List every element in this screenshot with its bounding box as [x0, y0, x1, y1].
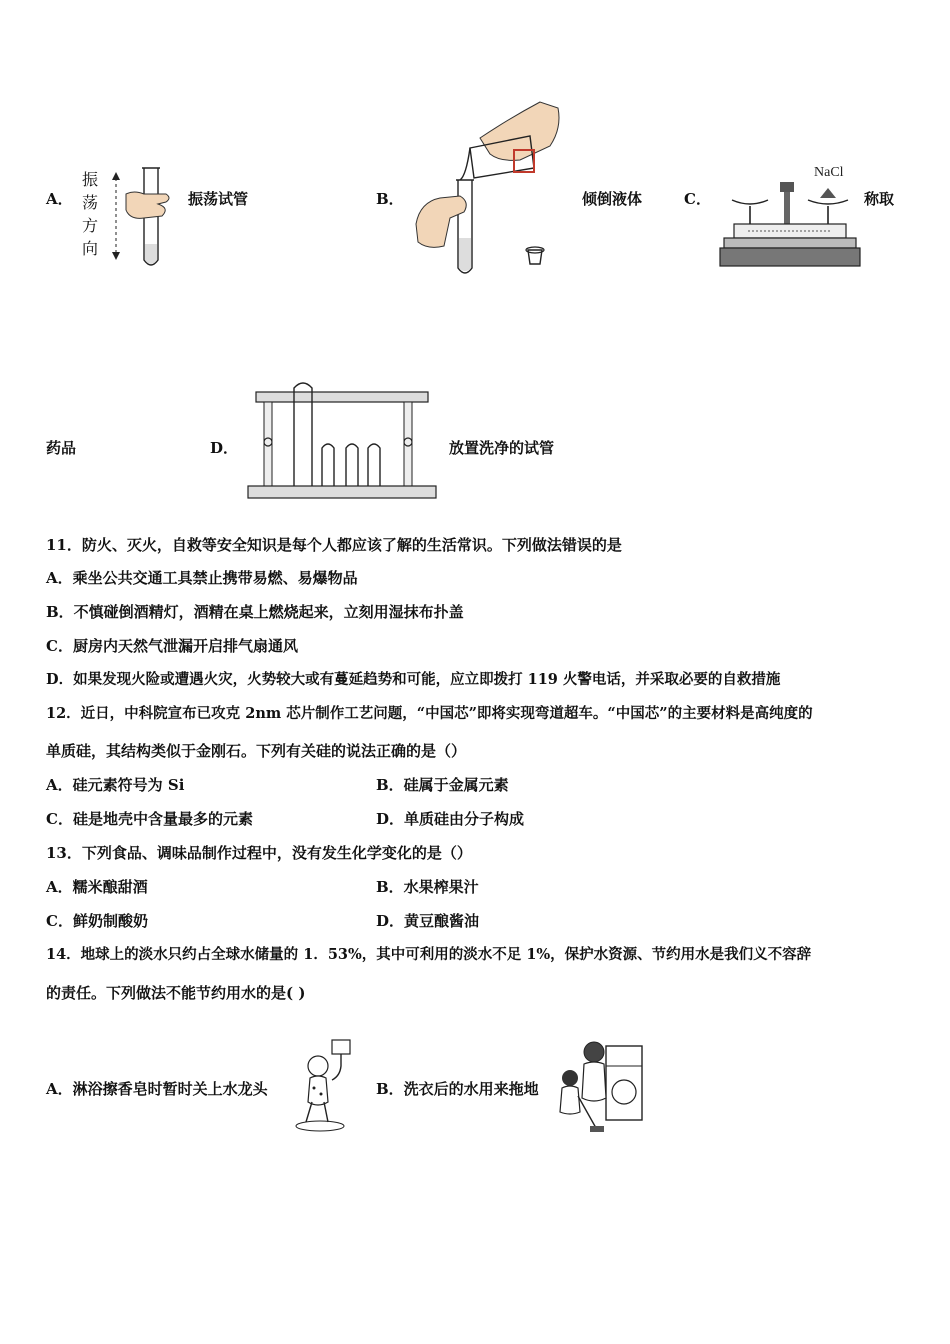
- option-b-caption: 倾倒液体: [582, 190, 643, 208]
- q12-stem-line1: 12．近日，中科院宣布已攻克 2nm 芯片制作工艺问题，“中国芯”即将实现弯道超车。“中国芯”的主要材料是高纯度的: [46, 705, 813, 722]
- q14-stem-line1: 14．地球上的淡水只约占全球水储量的 1．53%，其中可利用的淡水不足 1%，保护水资源、节约用水是我们义不容辞: [46, 946, 812, 963]
- shower-cartoon-illustration: [296, 1036, 358, 1136]
- shake-direction-char-4: 向: [82, 239, 99, 258]
- q11-option-c: C．厨房内天然气泄漏开启排气扇通风: [46, 637, 298, 655]
- q12-stem-line2: 单质硅，其结构类似于金刚石。下列有关硅的说法正确的是（）: [46, 742, 467, 760]
- option-b-letter: B．: [376, 190, 404, 208]
- q12-option-c: C．硅是地壳中含量最多的元素: [46, 810, 253, 828]
- balance-weighing-illustration: [718, 162, 858, 272]
- q11-option-b: B．不慎碰倒酒精灯，酒精在桌上燃烧起来，立刻用湿抹布扑盖: [46, 603, 464, 621]
- option-a-caption: 振荡试管: [188, 190, 249, 208]
- q11-option-d: D．如果发现火险或遭遇火灾，火势较大或有蔓延趋势和可能，应立即拨打 119 火警电话，并采取必要的自救措施: [46, 671, 781, 688]
- pouring-liquid-illustration: [410, 98, 570, 276]
- q12-option-a: A．硅元素符号为 Si: [46, 776, 185, 794]
- shaking-test-tube-illustration: [104, 164, 174, 276]
- q14-option-b: B．洗衣后的水用来拖地: [376, 1080, 539, 1098]
- option-d-letter: D．: [210, 439, 239, 457]
- q12-option-d: D．单质硅由分子构成: [376, 810, 525, 828]
- option-d-caption: 放置洗净的试管: [449, 439, 555, 457]
- q11-stem: 11．防火、灭火，自救等安全知识是每个人都应该了解的生活常识。下列做法错误的是: [46, 536, 622, 554]
- option-c-caption-part1: 称取: [864, 190, 895, 208]
- q13-option-a: A．糯米酿甜酒: [46, 878, 148, 896]
- shake-direction-char-3: 方: [82, 216, 99, 235]
- option-c-letter: C．: [684, 190, 711, 208]
- q13-option-b: B．水果榨果汁: [376, 878, 479, 896]
- q14-stem-line2: 的责任。下列做法不能节约用水的是( ): [46, 984, 306, 1002]
- q11-option-a: A．乘坐公共交通工具禁止携带易燃、易爆物品: [46, 569, 358, 587]
- option-c-caption-part2: 药品: [46, 439, 77, 457]
- shake-direction-char-2: 荡: [82, 193, 99, 212]
- q14-option-a: A．淋浴擦香皂时暂时关上水龙头: [46, 1080, 268, 1098]
- nacl-label: NaCl: [814, 165, 844, 180]
- q12-option-b: B．硅属于金属元素: [376, 776, 509, 794]
- q13-option-c: C．鲜奶制酸奶: [46, 912, 148, 930]
- test-tube-rack-illustration: [244, 378, 440, 502]
- shake-direction-char-1: 振: [82, 170, 99, 189]
- q13-option-d: D．黄豆酿酱油: [376, 912, 480, 930]
- option-a-letter: A．: [46, 190, 73, 208]
- q13-stem: 13．下列食品、调味品制作过程中，没有发生化学变化的是（）: [46, 844, 472, 862]
- mopping-cartoon-illustration: [556, 1036, 646, 1140]
